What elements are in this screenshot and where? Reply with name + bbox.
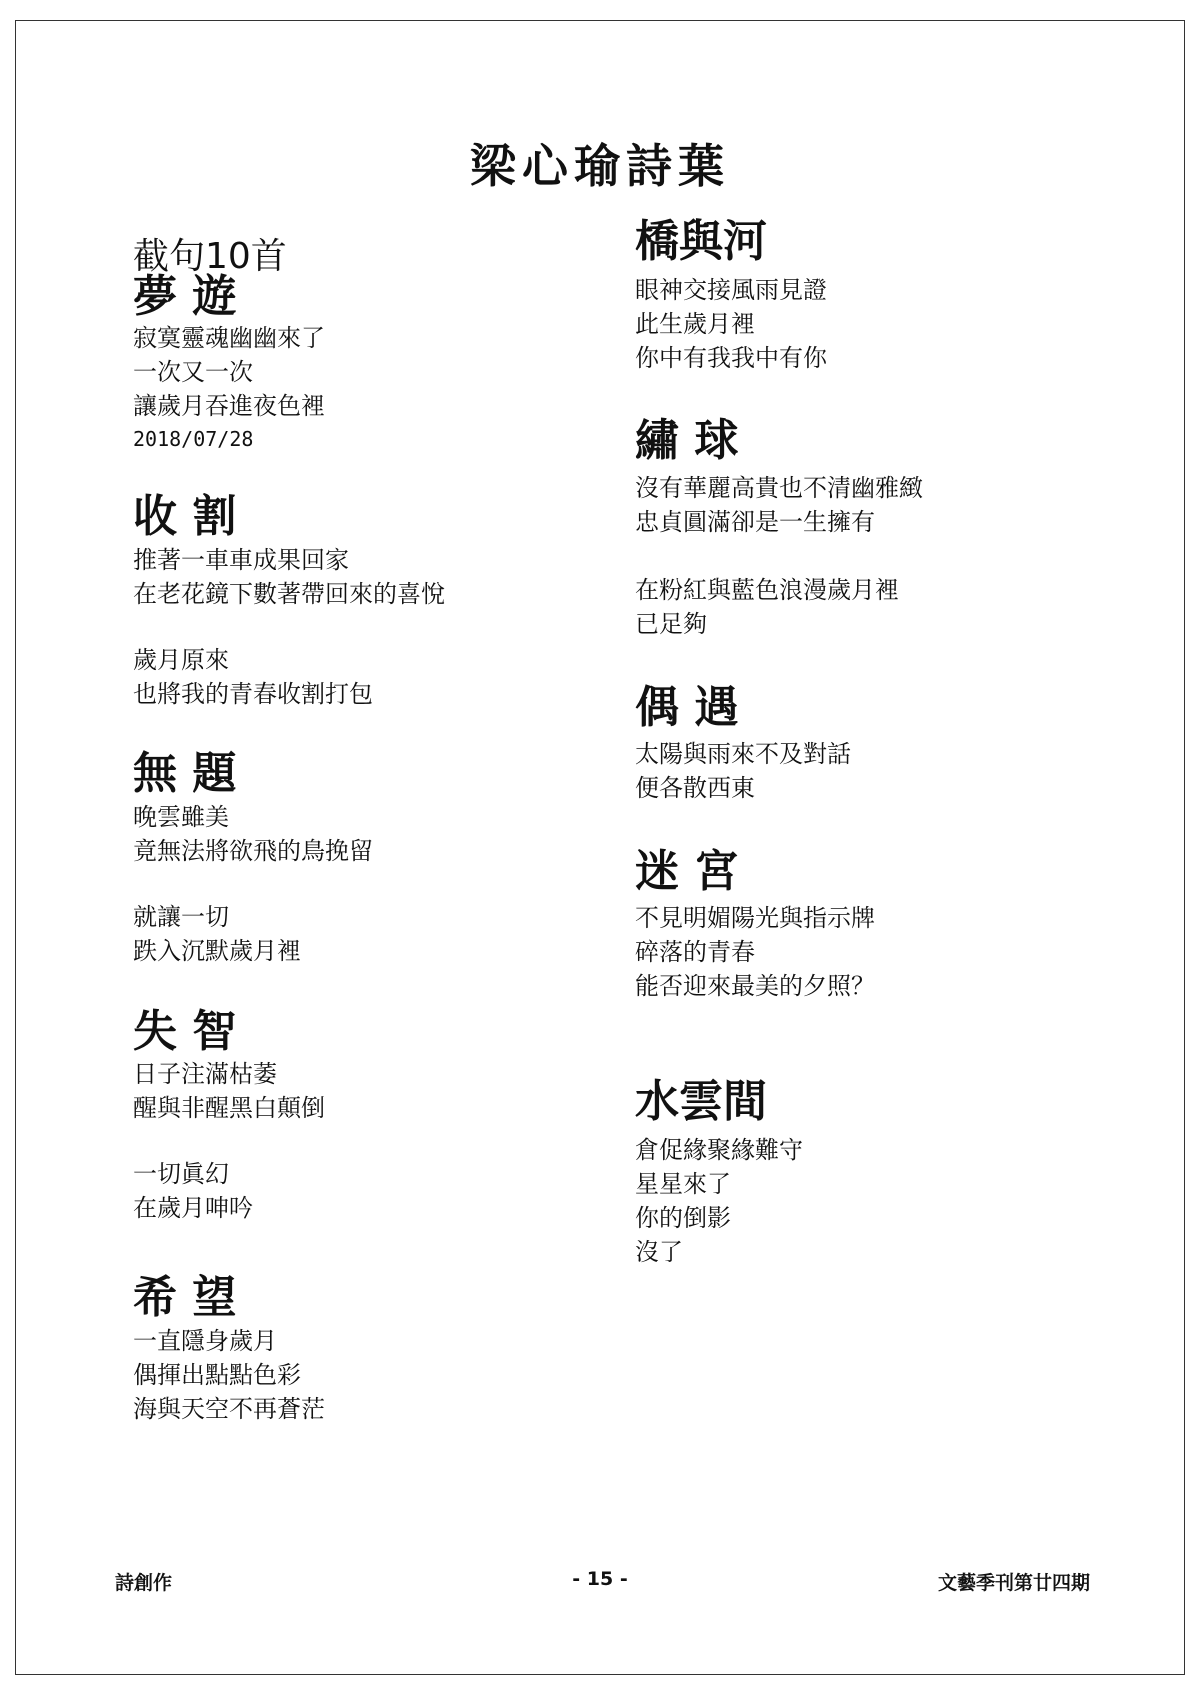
poem-title: 橋與河 (635, 216, 767, 267)
poem-line: 便各散西東 (635, 774, 755, 802)
poem-title: 希 望 (133, 1272, 237, 1323)
poem-line: 晚雲雖美 (133, 803, 229, 831)
poem-line: 跌入沉默歲月裡 (133, 937, 301, 965)
poem-title: 水雲間 (635, 1076, 767, 1127)
poem-line: 一切眞幻 (133, 1160, 229, 1188)
footer-publication: 文藝季刊第廿四期 (937, 1572, 1090, 1594)
poem-line: 讓歲月吞進夜色裡 (133, 392, 325, 420)
poem-line: 一直隱身歲月 (133, 1327, 277, 1355)
poem-line: 忠貞圓滿卻是一生擁有 (635, 508, 875, 536)
poem-line: 沒有華麗高貴也不清幽雅緻 (635, 474, 923, 502)
poem-line: 一次又一次 (133, 358, 253, 386)
poem-line: 就讓一切 (133, 903, 229, 931)
poem-line: 在老花鏡下數著帶回來的喜悅 (133, 580, 445, 608)
poem-line: 也將我的青春收割打包 (133, 680, 373, 708)
poem-line: 偶揮出點點色彩 (133, 1361, 301, 1389)
poem-line: 不見明媚陽光與指示牌 (635, 904, 875, 932)
poem-line: 眼神交接風雨見證 (635, 276, 827, 304)
poem-line: 歲月原來 (133, 646, 229, 674)
subtitle: 截句10首 (133, 236, 287, 277)
poem-line: 寂寞靈魂幽幽來了 (133, 324, 325, 352)
poem-title: 失 智 (133, 1006, 237, 1057)
poem-line: 倉促緣聚緣難守 (635, 1136, 803, 1164)
poem-line: 你的倒影 (635, 1204, 731, 1232)
poem-title: 偶 遇 (635, 682, 739, 733)
page-title: 梁心瑜詩葉 (470, 139, 730, 193)
poem-line: 在粉紅與藍色浪漫歲月裡 (635, 576, 899, 604)
poem-title: 收 割 (133, 491, 237, 542)
poem-date: 2018/07/28 (133, 427, 254, 451)
poem-line: 太陽與雨來不及對話 (635, 740, 851, 768)
poem-line: 沒了 (635, 1238, 683, 1266)
poem-line: 此生歲月裡 (635, 310, 755, 338)
poem-line: 能否迎來最美的夕照？ (635, 972, 875, 1000)
poem-line: 已足夠 (635, 610, 707, 638)
poem-line: 碎落的青春 (635, 938, 755, 966)
poem-title: 迷 宮 (635, 846, 739, 897)
poem-title: 繡 球 (635, 415, 739, 466)
poem-title: 夢 遊 (133, 271, 237, 322)
poem-title: 無 題 (133, 748, 237, 799)
poem-line: 日子注滿枯萎 (133, 1060, 277, 1088)
page-number: - 15 - (572, 1568, 628, 1590)
poem-line: 推著一車車成果回家 (133, 546, 349, 574)
poem-line: 竟無法將欲飛的鳥挽留 (133, 837, 373, 865)
poem-line: 醒與非醒黑白顛倒 (133, 1094, 325, 1122)
poem-line: 星星來了 (635, 1170, 731, 1198)
poem-line: 海與天空不再蒼茫 (133, 1395, 325, 1423)
poem-line: 你中有我我中有你 (635, 344, 827, 372)
poem-line: 在歲月呻吟 (133, 1194, 253, 1222)
footer-section-label: 詩創作 (115, 1572, 173, 1594)
